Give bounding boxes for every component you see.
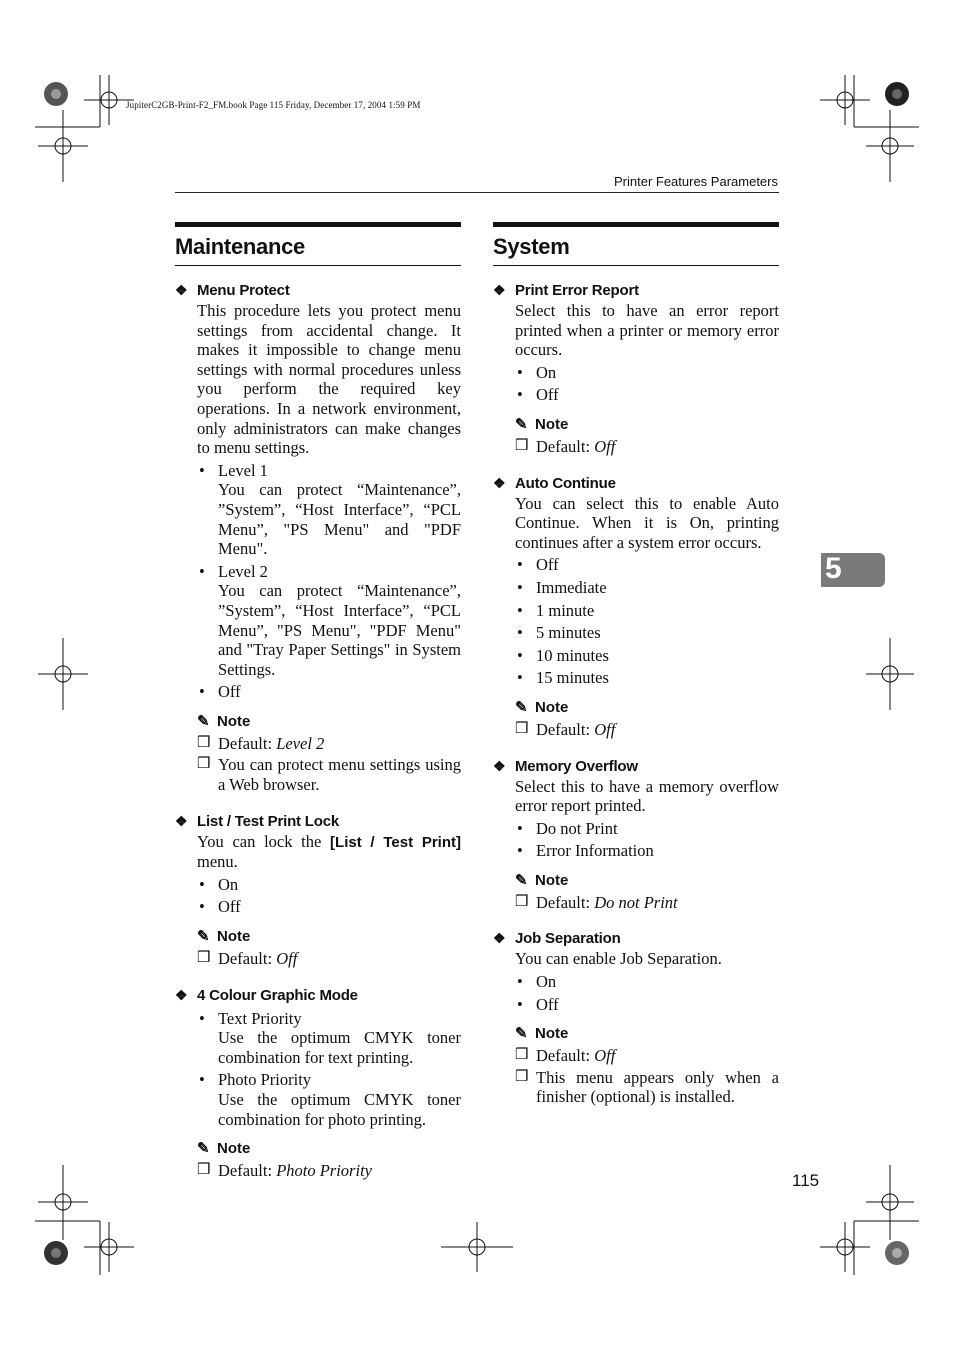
section-rule xyxy=(493,265,779,266)
chapter-number: 5 xyxy=(825,552,842,585)
checkbox-icon: ❒ xyxy=(515,1068,529,1085)
bullet-icon: • xyxy=(199,1070,205,1090)
bullet-icon: • xyxy=(517,818,523,838)
list-item: • Off xyxy=(517,555,559,575)
list-item: • On xyxy=(517,362,557,382)
pencil-note-icon: ✎ xyxy=(197,1140,210,1158)
section-title-maintenance: Maintenance xyxy=(175,234,305,259)
note-item: ❒ Default: Off xyxy=(515,436,616,456)
right-column xyxy=(493,222,779,1123)
item-body: Select this to have a memory overflow error report printed. xyxy=(515,776,779,816)
bullet-icon: • xyxy=(199,460,205,480)
item-heading: List / Test Print Lock xyxy=(197,812,340,830)
list-item: • Photo Priority Use the optimum CMYK toner combination for photo printing. xyxy=(199,1070,461,1129)
item-heading: Auto Continue xyxy=(515,474,616,492)
section-title-system: System xyxy=(493,234,570,259)
note-block: ✎ Note ❒ Default: Photo Priority xyxy=(197,1139,461,1181)
note-item: ❒ Default: Photo Priority xyxy=(197,1161,372,1181)
bullet-icon: • xyxy=(517,385,523,405)
bullet-icon: • xyxy=(517,600,523,620)
note-block: ✎ Note ❒ Default: Off xyxy=(197,927,461,969)
section-top-bar xyxy=(493,222,779,227)
note-block: ✎ Note ❒ Default: Level 2 ❒ You can protect menu settings using a Web browser. xyxy=(197,712,461,795)
bullet-icon: • xyxy=(517,972,523,992)
item-body: Select this to have an error report printed when a printer or memory error occurs. xyxy=(515,301,779,360)
note-item: ❒ This menu appears only when a finisher (optional) is installed. xyxy=(515,1067,779,1107)
list-item: • Off xyxy=(199,897,241,917)
left-column xyxy=(175,222,461,1197)
bullet-icon: • xyxy=(517,362,523,382)
checkbox-icon: ❒ xyxy=(197,950,211,967)
list-test-print-lock-item xyxy=(175,811,461,969)
diamond-bullet-icon: ❖ xyxy=(493,474,506,491)
list-item: • Level 2 You can protect “Maintenance”, ”System”, “Host Interface”, “PCL Menu”, "PS Menu", "PDF Menu" and "Tray Paper Settings" in System Settings. xyxy=(199,561,461,679)
pencil-note-icon: ✎ xyxy=(515,415,528,433)
file-info-line: JupiterC2GB-Print-F2_FM.book Page 115 Friday, December 17, 2004 1:59 PM xyxy=(126,100,421,110)
note-item: ❒ Default: Level 2 xyxy=(197,733,325,753)
item-heading: 4 Colour Graphic Mode xyxy=(197,986,358,1004)
bullet-icon: • xyxy=(199,874,205,894)
list-item: • On xyxy=(517,972,557,992)
pencil-note-icon: ✎ xyxy=(515,698,528,716)
section-rule xyxy=(175,265,461,266)
item-heading: Menu Protect xyxy=(197,282,290,299)
checkbox-icon: ❒ xyxy=(515,893,529,910)
bullet-icon: • xyxy=(517,623,523,643)
note-item: ❒ Default: Off xyxy=(197,949,298,969)
header-rule xyxy=(175,192,779,193)
item-heading: Job Separation xyxy=(515,930,621,948)
menu-protect-item xyxy=(175,280,461,795)
bullet-icon: • xyxy=(517,841,523,861)
option-description: Use the optimum CMYK toner combination for text printing. xyxy=(218,1028,461,1067)
option-description: You can protect “Maintenance”, ”System”, “Host Interface”, “PCL Menu”, "PS Menu", "PDF Menu" and "Tray Paper Settings" in System Settings. xyxy=(218,581,461,679)
diamond-bullet-icon: ❖ xyxy=(493,282,506,298)
bullet-icon: • xyxy=(517,668,523,688)
note-item: ❒ Default: Do not Print xyxy=(515,892,678,912)
item-body: This procedure lets you protect menu settings from accidental change. It makes it impossible to change menu settings with normal procedures unless you perform the required key operations. In a network environment, only administrators can make changes to menu settings. xyxy=(197,301,461,458)
bullet-icon: • xyxy=(517,577,523,597)
list-item: • Error Information xyxy=(517,841,654,861)
item-body: You can lock the [List / Test Print] menu. xyxy=(197,831,461,872)
colour-graphic-mode-item xyxy=(175,985,461,1181)
auto-continue-item xyxy=(493,473,779,740)
note-block: ✎ Note ❒ Default: Do not Print xyxy=(515,871,779,913)
list-item: • 15 minutes xyxy=(517,668,609,688)
item-heading: Memory Overflow xyxy=(515,757,638,775)
job-separation-item xyxy=(493,928,779,1107)
note-item: ❒ You can protect menu settings using a Web browser. xyxy=(197,755,461,795)
bullet-icon: • xyxy=(199,682,205,702)
list-item: • 10 minutes xyxy=(517,645,609,665)
diamond-bullet-icon: ❖ xyxy=(175,282,188,298)
list-item: • Off xyxy=(517,385,559,405)
item-body: You can select this to enable Auto Continue. When it is On, printing continues after a system error occurs. xyxy=(515,493,779,552)
checkbox-icon: ❒ xyxy=(197,756,211,773)
memory-overflow-item xyxy=(493,756,779,913)
diamond-bullet-icon: ❖ xyxy=(493,757,506,774)
note-block: ✎ Note ❒ Default: Off ❒ This menu appears only when a finisher (optional) is installed. xyxy=(515,1025,779,1107)
note-item: ❒ Default: Off xyxy=(515,719,616,739)
list-item: • Off xyxy=(199,682,241,702)
checkbox-icon: ❒ xyxy=(197,734,211,751)
diamond-bullet-icon: ❖ xyxy=(493,930,506,947)
diamond-bullet-icon: ❖ xyxy=(175,986,188,1003)
bullet-icon: • xyxy=(517,994,523,1014)
bullet-icon: • xyxy=(517,645,523,665)
list-item: • Immediate xyxy=(517,577,607,597)
note-block: ✎ Note ❒ Default: Off xyxy=(515,698,779,740)
pencil-note-icon: ✎ xyxy=(515,871,528,889)
running-header: Printer Features Parameters xyxy=(613,174,778,189)
checkbox-icon: ❒ xyxy=(515,720,529,737)
bullet-icon: • xyxy=(199,1008,205,1028)
pencil-note-icon: ✎ xyxy=(197,928,210,946)
diamond-bullet-icon: ❖ xyxy=(175,812,188,829)
page-number: 115 xyxy=(792,1171,820,1190)
list-item: • 1 minute xyxy=(517,600,595,620)
pencil-note-icon: ✎ xyxy=(197,712,210,730)
option-description: You can protect “Maintenance”, ”System”, “Host Interface”, “PCL Menu”, "PS Menu" and "PDF Menu". xyxy=(218,480,461,559)
list-item: • Off xyxy=(517,994,559,1014)
bullet-icon: • xyxy=(199,897,205,917)
list-item: • Do not Print xyxy=(517,818,618,838)
item-body: You can enable Job Separation. xyxy=(515,949,722,969)
option-description: Use the optimum CMYK toner combination for photo printing. xyxy=(218,1090,461,1129)
list-item: • Level 1 You can protect “Maintenance”, ”System”, “Host Interface”, “PCL Menu”, "PS Menu" and "PDF Menu". xyxy=(199,460,461,559)
chapter-tab xyxy=(821,553,885,587)
bullet-icon: • xyxy=(517,555,523,575)
print-error-report-item xyxy=(493,280,779,457)
list-item: • On xyxy=(199,874,239,894)
list-item: • 5 minutes xyxy=(517,623,601,643)
section-top-bar xyxy=(175,222,461,227)
bullet-icon: • xyxy=(199,561,205,581)
note-item: ❒ Default: Off xyxy=(515,1046,616,1066)
list-item: • Text Priority Use the optimum CMYK toner combination for text printing. xyxy=(199,1008,461,1067)
checkbox-icon: ❒ xyxy=(515,437,529,454)
note-block: ✎ Note ❒ Default: Off xyxy=(515,415,779,457)
checkbox-icon: ❒ xyxy=(515,1047,529,1064)
pencil-note-icon: ✎ xyxy=(515,1025,528,1043)
item-heading: Print Error Report xyxy=(515,282,639,299)
checkbox-icon: ❒ xyxy=(197,1162,211,1179)
menu-key-label: [List / Test Print] xyxy=(330,833,461,851)
